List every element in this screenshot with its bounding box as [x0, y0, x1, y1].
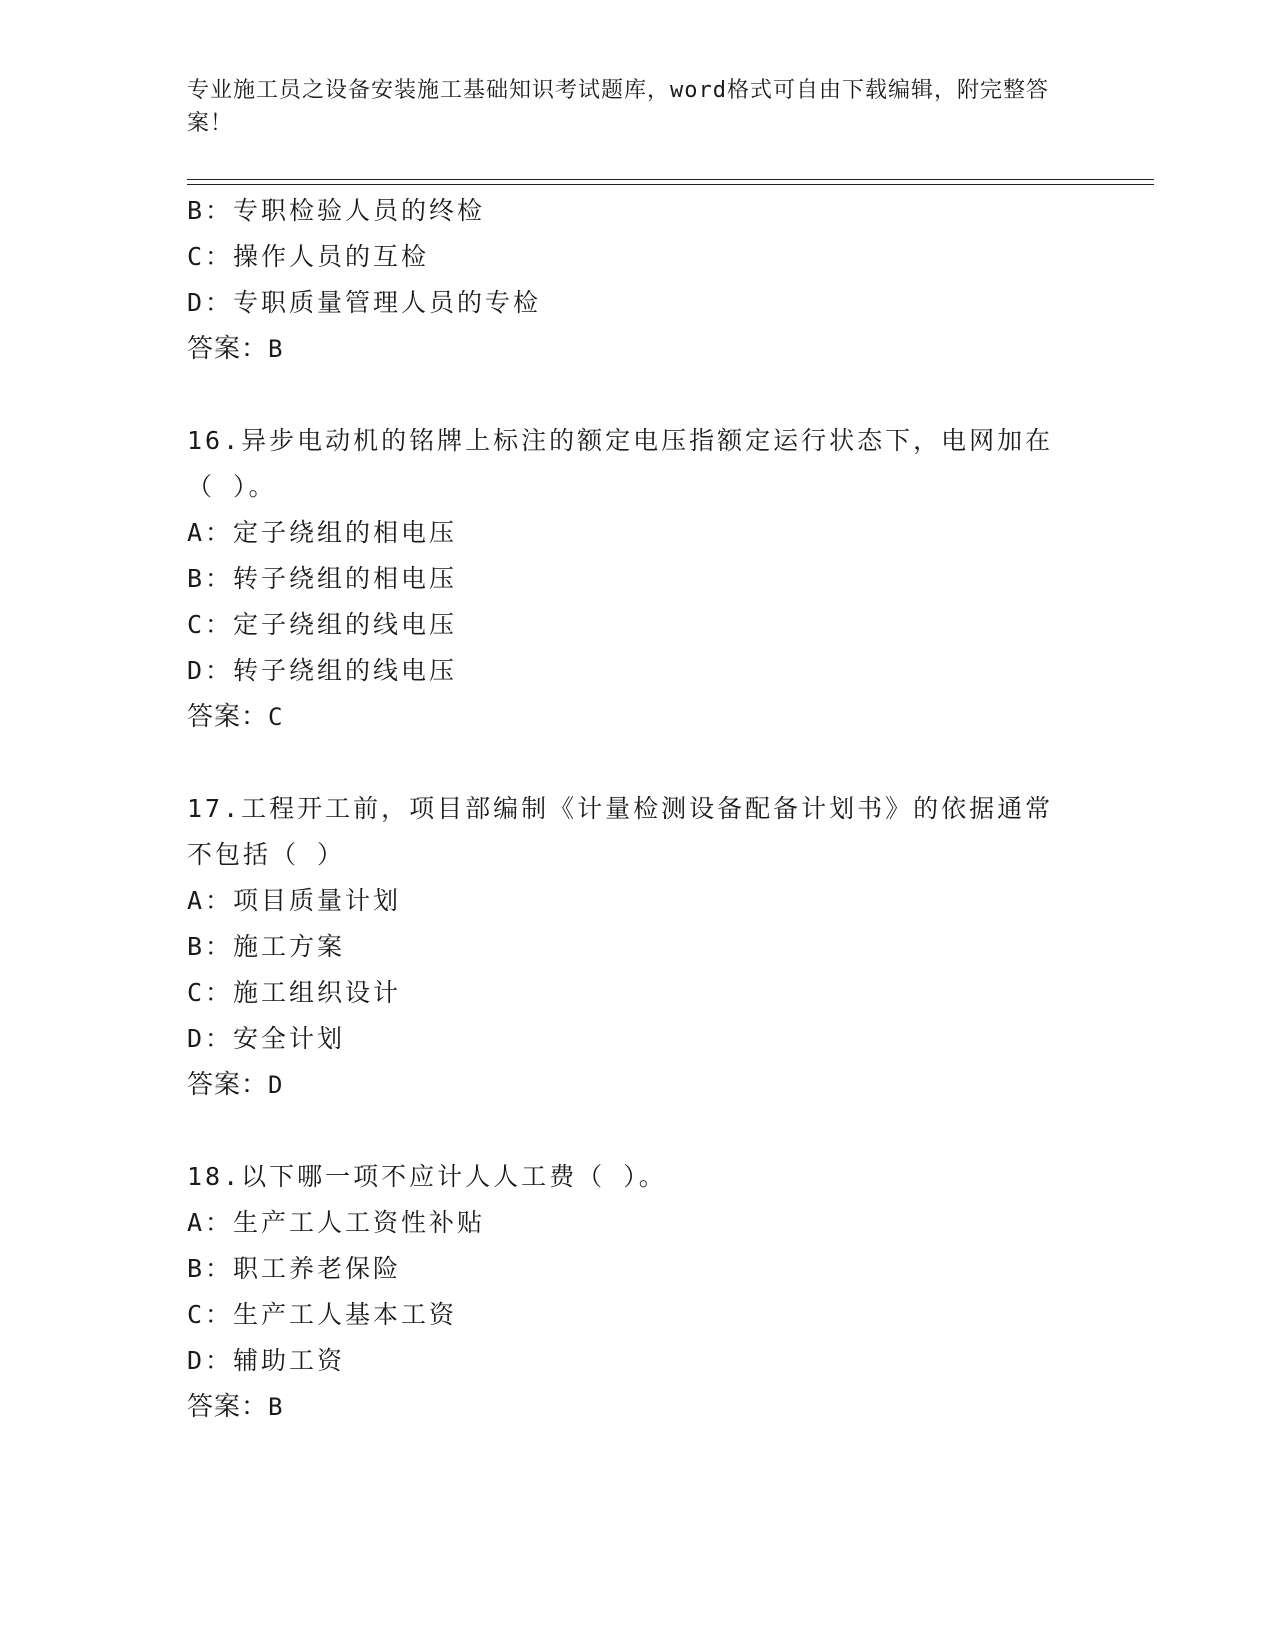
question-stem: 16.异步电动机的铭牌上标注的额定电压指额定运行状态下，电网加在（ ）。 — [187, 426, 1054, 501]
option-c: C：定子绕组的线电压 — [187, 610, 458, 639]
option-d: D：专职质量管理人员的专检 — [187, 288, 542, 317]
document-header: 专业施工员之设备安装施工基础知识考试题库，word格式可自由下载编辑，附完整答案！ — [187, 78, 1049, 136]
answer-label: 答案： — [187, 334, 269, 364]
answer-value: B — [268, 1393, 284, 1421]
option-a: A：定子绕组的相电压 — [187, 518, 458, 547]
option-a: A：生产工人工资性补贴 — [187, 1208, 486, 1237]
answer — [187, 1062, 1087, 1108]
answer-label: 答案： — [187, 702, 269, 732]
answer — [187, 1384, 1087, 1430]
question-stem: 17.工程开工前，项目部编制《计量检测设备配备计划书》的依据通常不包括（ ） — [187, 794, 1054, 869]
question-15-tail — [187, 188, 1087, 372]
question-17 — [187, 786, 1087, 1108]
question-16 — [187, 418, 1087, 740]
option-b: B：转子绕组的相电压 — [187, 564, 458, 593]
answer-value: B — [268, 335, 284, 363]
spacer — [187, 372, 1087, 418]
option-b: B：专职检验人员的终检 — [187, 196, 486, 225]
question-stem: 18.以下哪一项不应计人人工费（ ）。 — [187, 1162, 667, 1191]
answer-label: 答案： — [187, 1070, 269, 1100]
option-c: C：操作人员的互检 — [187, 242, 430, 271]
option-c: C：施工组织设计 — [187, 978, 402, 1007]
option-d: D：安全计划 — [187, 1024, 346, 1053]
option-d: D：辅助工资 — [187, 1346, 346, 1375]
header-divider-top — [187, 179, 1154, 180]
answer-value: C — [268, 703, 284, 731]
option-a: A：项目质量计划 — [187, 886, 402, 915]
question-18 — [187, 1154, 1087, 1430]
option-c: C：生产工人基本工资 — [187, 1300, 458, 1329]
answer-value: D — [268, 1071, 284, 1099]
option-b: B：施工方案 — [187, 932, 346, 961]
answer — [187, 326, 1087, 372]
header-divider-bottom — [187, 184, 1154, 185]
answer — [187, 694, 1087, 740]
option-b: B：职工养老保险 — [187, 1254, 402, 1283]
spacer — [187, 1108, 1087, 1154]
option-d: D：转子绕组的线电压 — [187, 656, 458, 685]
spacer — [187, 740, 1087, 786]
question-list — [187, 188, 1087, 1430]
answer-label: 答案： — [187, 1392, 269, 1422]
